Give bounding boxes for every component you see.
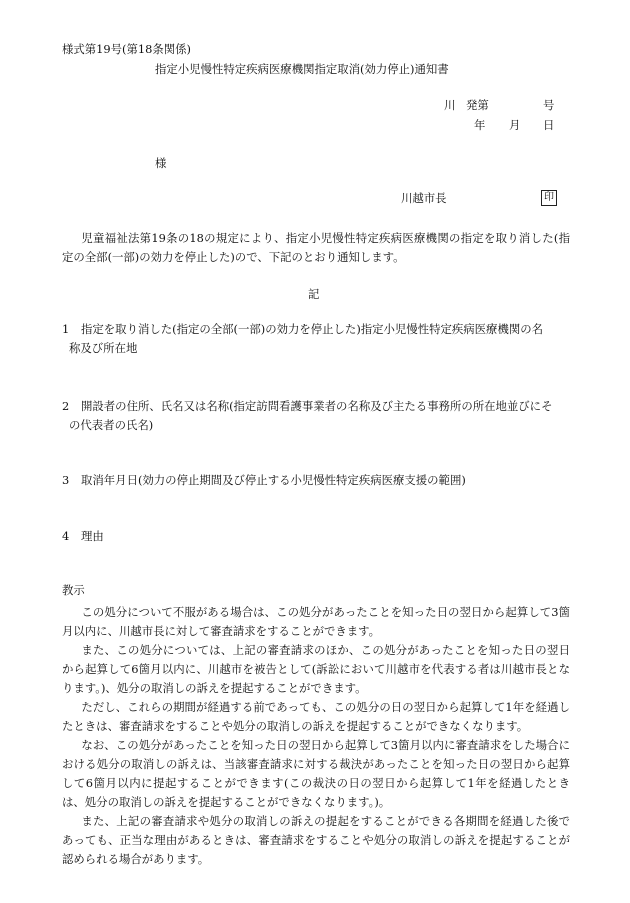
item-number: 4 <box>62 529 70 543</box>
notice-paragraph: ただし、これらの期間が経過する前であっても、この処分の日の翌日から起算して1年を経過したときは、審査請求をすることや処分の取消しの訴えを提起することができなくなります。 <box>62 700 570 733</box>
document-title: 指定小児慢性特定疾病医療機関指定取消(効力停止)通知書 <box>155 62 449 76</box>
date-month: 月 <box>509 118 521 132</box>
ki-heading: 記 <box>308 287 320 301</box>
reference-prefix: 川 <box>444 98 456 112</box>
item-text: 開設者の住所、氏名又は名称(指定訪問看護事業者の名称及び主たる事務所の所在地並びにそ <box>81 399 553 413</box>
item-text: 指定を取り消した(指定の全部(一部)の効力を停止した)指定小児慢性特定疾病医療機関の名 <box>81 322 544 336</box>
intro-paragraph <box>62 229 570 267</box>
item-text-continued: の代表者の氏名) <box>69 418 154 432</box>
item-text: 取消年月日(効力の停止期間及び停止する小児慢性特定疾病医療支援の範囲) <box>81 473 466 487</box>
notice-paragraph: また、この処分については、上記の審査請求のほか、この処分があったことを知った日の翌日から起算して6箇月以内に、川越市を被告として(訴訟において川越市を代表する者は川越市長となります。)、処分の取消しの訴えを提起することができます。 <box>62 643 570 695</box>
intro-text: 児童福祉法第19条の18の規定により、指定小児慢性特定疾病医療機関の指定を取り消した(指定の全部(一部)の効力を停止した)ので、下記のとおり通知します。 <box>62 231 570 264</box>
notice-paragraph: また、上記の審査請求や処分の取消しの訴えの提起をすることができる各期間を経過した後であっても、正当な理由があるときは、審査請求をすることや処分の取消しの訴えを提起することが認められる場合があります。 <box>62 814 570 866</box>
item-number: 1 <box>62 322 70 336</box>
item-text: 理由 <box>81 529 104 543</box>
date-year: 年 <box>474 118 486 132</box>
item-2 <box>62 397 570 435</box>
notice-paragraph: この処分について不服がある場合は、この処分があったことを知った日の翌日から起算して3箇月以内に、川越市長に対して審査請求をすることができます。 <box>62 605 570 638</box>
item-number: 2 <box>62 399 70 413</box>
date-day: 日 <box>543 118 555 132</box>
reference-issue: 発第 <box>466 98 489 112</box>
form-label: 様式第19号(第18条関係) <box>62 42 192 56</box>
seal-box: 印 <box>541 190 557 206</box>
notice-paragraph: なお、この処分があったことを知った日の翌日から起算して3箇月以内に審査請求をした場合における処分の取消しの訴えは、当該審査請求に対する裁決があったことを知った日の翌日から起算して6箇月以内に提起することができます(この裁決の日の翌日から起算して1年を経過したときは、処分の取消しの訴えを提起することができなくなります。)。 <box>62 738 570 809</box>
item-number: 3 <box>62 473 70 487</box>
item-4 <box>62 527 570 546</box>
item-3 <box>62 471 570 490</box>
notice-body <box>62 603 570 869</box>
notice-heading: 教示 <box>62 583 85 597</box>
item-1 <box>62 320 570 358</box>
addressee-honorific: 様 <box>155 156 167 170</box>
item-text-continued: 称及び所在地 <box>69 341 138 355</box>
reference-number-unit: 号 <box>543 98 555 112</box>
sender-name: 川越市長 <box>401 191 447 205</box>
